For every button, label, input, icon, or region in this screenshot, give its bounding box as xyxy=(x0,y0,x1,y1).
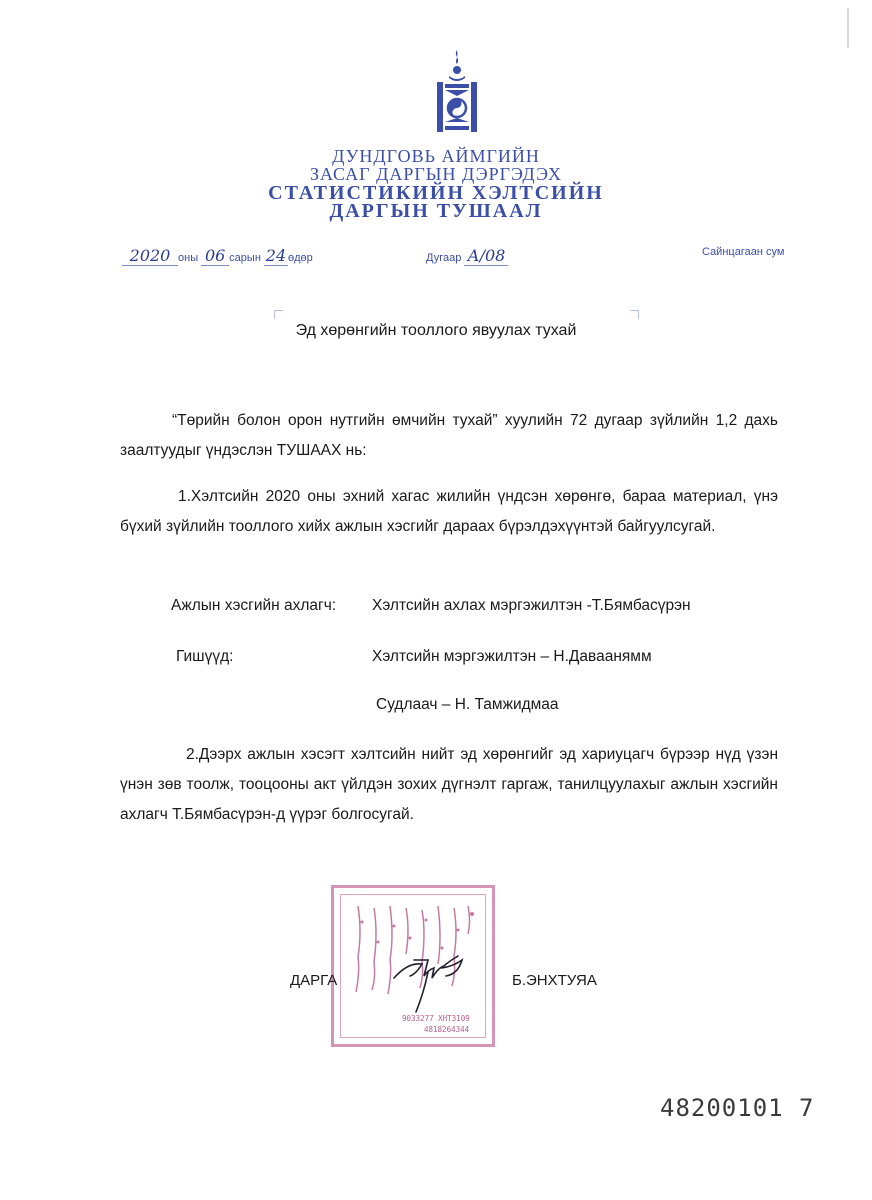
members-label: Гишүүд: xyxy=(176,648,234,665)
intro-paragraph xyxy=(120,406,778,466)
item2-line2: үзэн үнэн зөв тоолж, тооцооны акт үйлдэн зохих дүгнэлт гаргаж, танилцуулахыг xyxy=(120,746,778,793)
member-2: Судлаач – Н. Тамжидмаа xyxy=(376,696,559,713)
document-serial-number: 48200101 7 xyxy=(660,1094,815,1122)
item1-line1: 1.Хэлтсийн 2020 оны эхний хагас жилийн үндсэн хөрөнгө, бараа материал, xyxy=(178,488,747,505)
item1-line3: байгуулсугай. xyxy=(617,518,716,535)
document-title: Эд хөрөнгийн тооллого явуулах тухай xyxy=(295,322,577,339)
head-label: Ажлын хэсгийн ахлагч: xyxy=(171,597,337,614)
date-year: 2020 xyxy=(122,246,178,266)
number-label: Дугаар xyxy=(426,252,462,264)
item1-line2: үнэ бүхий зүйлийн тооллого хийх ажлын хэсгийг дараах бүрэлдэхүүнтэй xyxy=(120,488,778,535)
handwritten-signature-icon xyxy=(388,946,470,1018)
soyombo-emblem-icon xyxy=(433,48,481,136)
head-value: Хэлтсийн ахлах мэргэжилтэн -Т.Бямбасүрэн xyxy=(372,597,691,614)
item2-line3: ажлын хэсгийн ахлагч Т.Бямбасүрэн-д үүрэг болгосугай. xyxy=(120,776,778,823)
title-corner-right xyxy=(630,310,639,319)
item2-line1: 2.Дээрх ажлын хэсэгт хэлтсийн нийт эд хөрөнгийг эд хариуцагч бүрээр нүд xyxy=(186,746,741,763)
item2-paragraph xyxy=(120,740,778,830)
place-line: Сайнцагаан сум xyxy=(702,246,785,258)
intro-line2: 1,2 дахь заалтуудыг үндэслэн ТУШААХ нь: xyxy=(120,412,778,459)
date-day: 24 xyxy=(265,246,287,265)
org-name-line2: ЗАСАГ ДАРГЫН ДЭРГЭДЭХ xyxy=(309,164,563,184)
item1-paragraph xyxy=(120,482,778,542)
day-label: өдөр xyxy=(287,252,313,264)
org-name-line1: ДУНДГОВЬ АЙМГИЙН xyxy=(332,146,540,166)
title-corner-left xyxy=(274,310,283,319)
number-line xyxy=(426,246,508,266)
signatory-name: Б.ЭНХТУЯА xyxy=(512,972,597,989)
member-1: Хэлтсийн мэргэжилтэн – Н.Даваанямм xyxy=(372,648,652,665)
date-month: 06 xyxy=(201,246,229,266)
scan-artifact xyxy=(847,8,849,48)
signatory-title: ДАРГА xyxy=(290,972,338,989)
stamp-code-1: 9033277 ХНТ3109 xyxy=(402,1014,470,1023)
month-label: сарын xyxy=(229,252,261,264)
year-label: оны xyxy=(178,252,199,264)
org-name-line4: ДАРГЫН ТУШААЛ xyxy=(329,200,543,222)
stamp-code-2: 4818264344 xyxy=(424,1025,470,1034)
org-name-line3: СТАТИСТИКИЙН ХЭЛТСИЙН xyxy=(268,182,604,204)
intro-line1: “Төрийн болон орон нутгийн өмчийн тухай” хуулийн 72 дугаар зүйлийн xyxy=(172,412,709,429)
date-line xyxy=(122,246,313,266)
order-number: А/08 xyxy=(464,246,508,266)
